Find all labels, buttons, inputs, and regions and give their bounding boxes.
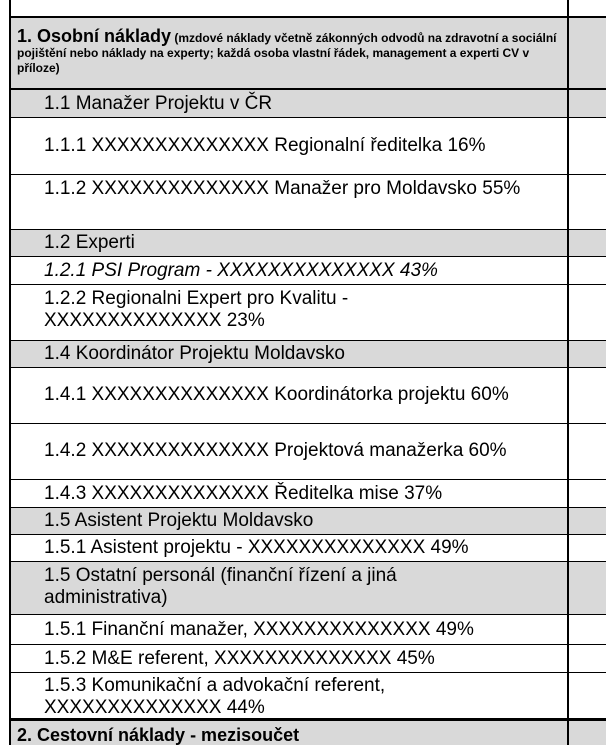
- table-top-strip: [9, 0, 606, 18]
- row-label-cell[interactable]: [9, 615, 569, 644]
- table-left-border: [9, 0, 11, 745]
- section-1-note: (mzdové náklady včetně zákonných odvodů na zdravotní a sociální pojištění nebo náklady na experty; každá osoba vlastní řádek, management a experti CV v příloze): [17, 31, 557, 75]
- top-strip-cell[interactable]: [9, 0, 569, 16]
- table-row: [9, 673, 606, 721]
- row-value-cell[interactable]: [569, 424, 606, 479]
- row-label: 1.1.1 XXXXXXXXXXXXXX Regionalní ředitelka 16%: [44, 135, 486, 156]
- row-label-cell[interactable]: [9, 257, 569, 284]
- section-2-header: [9, 718, 606, 745]
- row-value-cell[interactable]: [569, 480, 606, 507]
- row-value-cell[interactable]: [569, 645, 606, 672]
- top-strip-value-cell[interactable]: [569, 0, 606, 16]
- row-label-cell[interactable]: [9, 90, 569, 117]
- section-2-title: 2. Cestovní náklady - mezisoučet: [17, 725, 300, 745]
- row-label-cell[interactable]: [9, 673, 569, 721]
- row-label: 1.1.2 XXXXXXXXXXXXXX Manažer pro Moldavsko 55%: [44, 178, 521, 199]
- table-row: [9, 508, 606, 535]
- row-label-cell[interactable]: [9, 285, 569, 340]
- row-value-cell[interactable]: [569, 341, 606, 367]
- table-row: [9, 230, 606, 257]
- row-value-cell[interactable]: [569, 508, 606, 534]
- row-label: 1.4.2 XXXXXXXXXXXXXX Projektová manažerka 60%: [44, 440, 507, 461]
- section-1-value-cell[interactable]: [569, 18, 606, 88]
- table-row: [9, 615, 606, 645]
- section-2-header-cell[interactable]: [9, 721, 569, 745]
- table-row: [9, 480, 606, 508]
- table-row: [9, 424, 606, 480]
- row-label-cell[interactable]: [9, 230, 569, 256]
- budget-table: [9, 0, 606, 745]
- table-row: [9, 90, 606, 118]
- row-label: 1.4.3 XXXXXXXXXXXXXX Ředitelka mise 37%: [44, 483, 443, 504]
- row-label: 1.2.1 PSI Program - XXXXXXXXXXXXXX 43%: [44, 260, 438, 281]
- row-label-cell[interactable]: [9, 480, 569, 507]
- row-label: 1.5.1 Finanční manažer, XXXXXXXXXXXXXX 49%: [44, 619, 474, 640]
- table-row: [9, 535, 606, 562]
- row-label-cell[interactable]: [9, 508, 569, 534]
- row-label-cell[interactable]: [9, 562, 569, 614]
- row-label-cell[interactable]: [9, 341, 569, 367]
- row-label-cell[interactable]: [9, 424, 569, 479]
- row-label-cell[interactable]: [9, 175, 569, 229]
- row-value-cell[interactable]: [569, 175, 606, 229]
- row-label: 1.2 Experti: [44, 232, 135, 253]
- row-label: 1.5 Ostatní personál (finanční řízení a jiná administrativa): [44, 565, 397, 608]
- row-value-cell[interactable]: [569, 562, 606, 614]
- table-row: [9, 118, 606, 175]
- row-value-cell[interactable]: [569, 257, 606, 284]
- row-value-cell[interactable]: [569, 90, 606, 117]
- row-label: 1.1 Manažer Projektu v ČR: [44, 93, 273, 114]
- table-row: [9, 645, 606, 673]
- row-label: 1.5 Asistent Projektu Moldavsko: [44, 510, 314, 531]
- row-label: 1.2.2 Regionalni Expert pro Kvalitu - XXXXXXXXXXXXXX 23%: [44, 288, 349, 331]
- row-value-cell[interactable]: [569, 230, 606, 256]
- row-value-cell[interactable]: [569, 368, 606, 423]
- row-label: 1.5.3 Komunikační a advokační referent, XXXXXXXXXXXXXX 44%: [44, 675, 386, 718]
- section-1-title: 1. Osobní náklady: [17, 26, 172, 46]
- row-value-cell[interactable]: [569, 615, 606, 644]
- table-row: [9, 368, 606, 424]
- row-label-cell[interactable]: [9, 368, 569, 423]
- row-label-cell[interactable]: [9, 645, 569, 672]
- table-row: [9, 341, 606, 368]
- row-label: 1.5.2 M&E referent, XXXXXXXXXXXXXX 45%: [44, 648, 435, 669]
- row-label: 1.5.1 Asistent projektu - XXXXXXXXXXXXXX 49%: [44, 537, 469, 558]
- row-label: 1.4 Koordinátor Projektu Moldavsko: [44, 343, 345, 364]
- table-row: [9, 257, 606, 285]
- table-row: [9, 175, 606, 230]
- section-1-title-block: [17, 27, 565, 76]
- table-row: [9, 285, 606, 341]
- row-label: 1.4.1 XXXXXXXXXXXXXX Koordinátorka projektu 60%: [44, 384, 509, 405]
- row-value-cell[interactable]: [569, 673, 606, 721]
- row-value-cell[interactable]: [569, 535, 606, 561]
- section-2-value-cell[interactable]: [569, 721, 606, 745]
- row-value-cell[interactable]: [569, 118, 606, 174]
- row-value-cell[interactable]: [569, 285, 606, 340]
- table-row: [9, 562, 606, 615]
- row-label-cell[interactable]: [9, 535, 569, 561]
- row-label-cell[interactable]: [9, 118, 569, 174]
